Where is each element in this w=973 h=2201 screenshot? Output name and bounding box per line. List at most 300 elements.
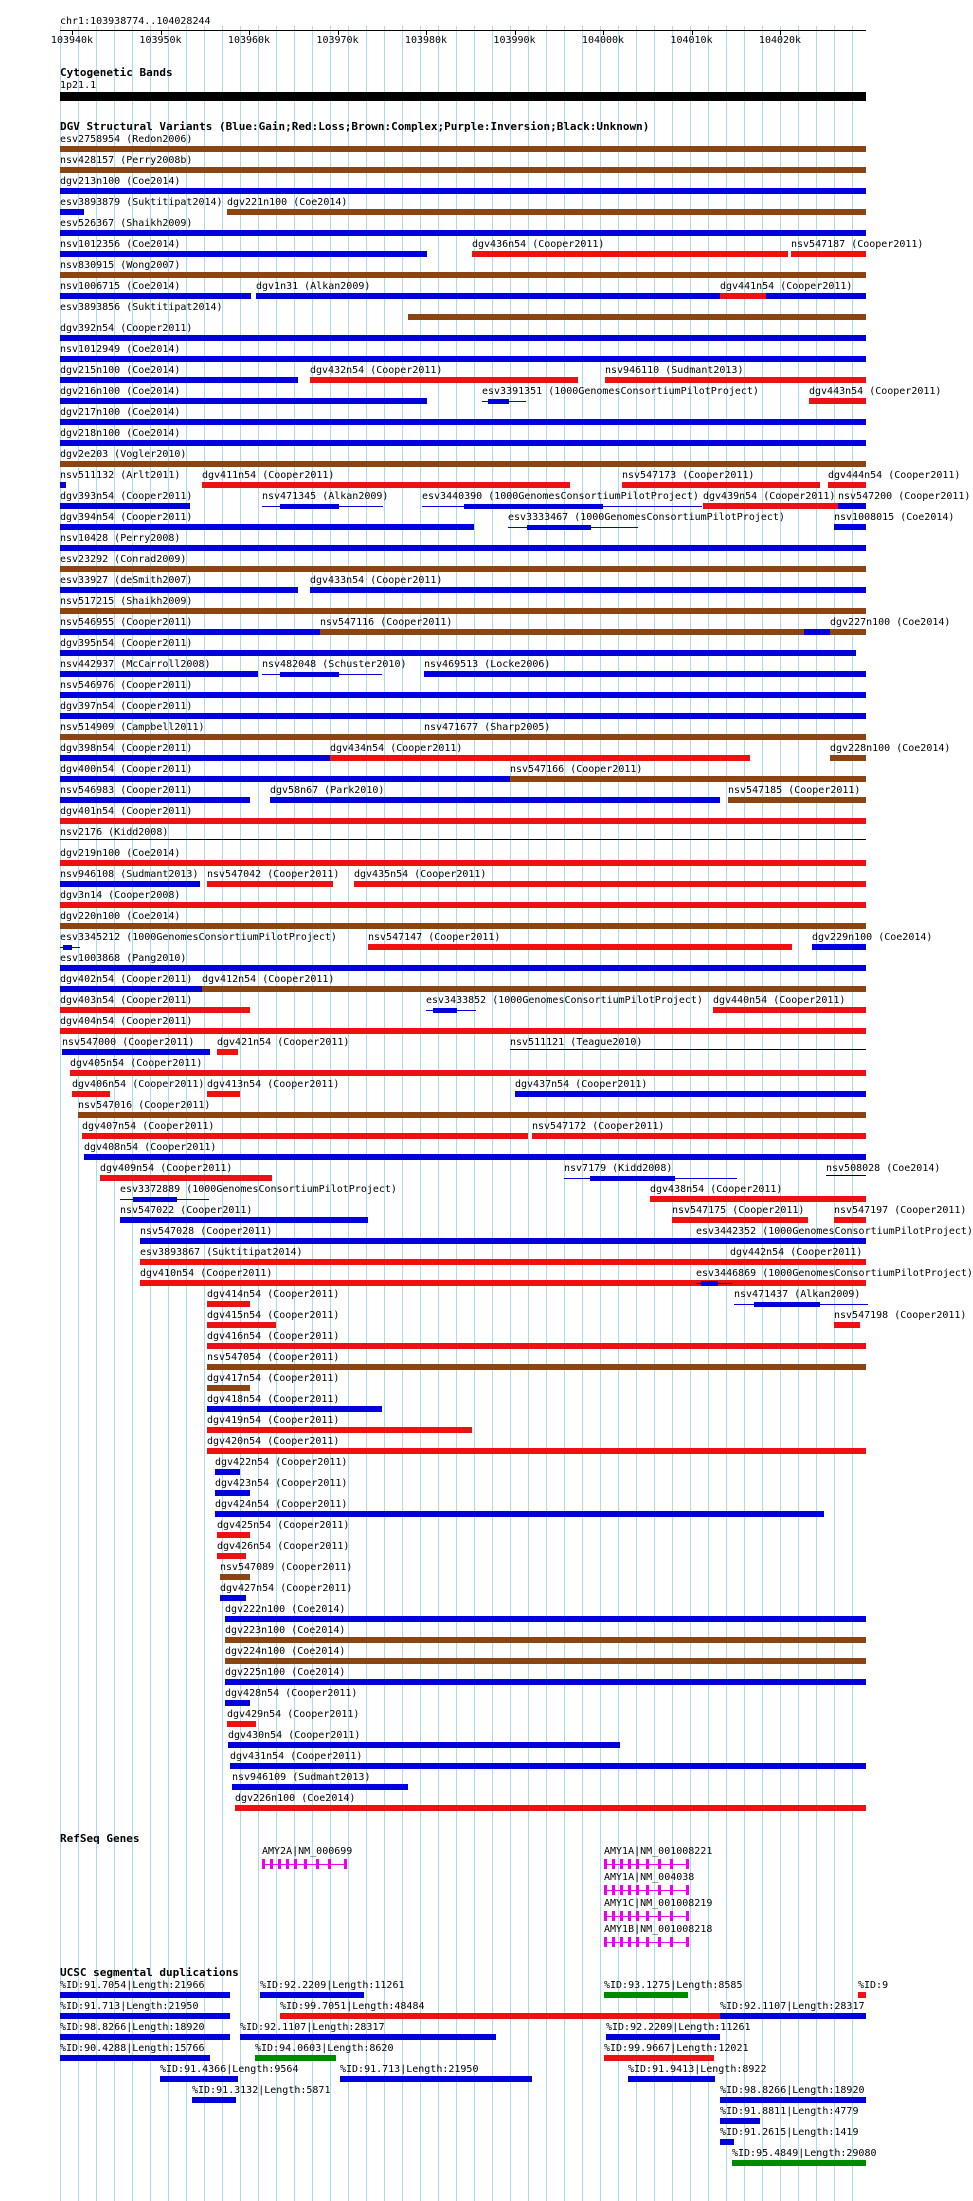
feature-label[interactable]: nsv946109 (Sudmant2013) xyxy=(232,1772,371,1783)
feature-bar[interactable] xyxy=(225,1658,866,1664)
gene-exon[interactable] xyxy=(620,1859,623,1869)
gene-exon[interactable] xyxy=(686,1937,689,1947)
feature-bar[interactable] xyxy=(60,818,866,824)
feature-label[interactable]: esv23292 (Conrad2009) xyxy=(60,554,187,565)
feature-bar[interactable] xyxy=(828,482,866,488)
gene-exon[interactable] xyxy=(612,1859,615,1869)
feature-label[interactable]: dgv424n54 (Cooper2011) xyxy=(215,1499,348,1510)
feature-label[interactable]: dgv226n100 (Coe2014) xyxy=(235,1793,356,1804)
feature-label[interactable]: dgv229n100 (Coe2014) xyxy=(812,932,933,943)
feature-bar[interactable] xyxy=(82,1133,528,1139)
gene-exon[interactable] xyxy=(670,1937,673,1947)
feature-bar[interactable] xyxy=(207,1385,250,1391)
feature-bar[interactable] xyxy=(235,1805,866,1811)
feature-bar[interactable] xyxy=(280,2013,720,2019)
feature-bar[interactable] xyxy=(464,504,603,509)
gene-exon[interactable] xyxy=(604,1911,607,1921)
feature-label[interactable]: nsv547022 (Cooper2011) xyxy=(120,1205,253,1216)
feature-bar[interactable] xyxy=(133,1197,177,1202)
feature-bar[interactable] xyxy=(515,1091,866,1097)
feature-label[interactable]: dgv441n54 (Cooper2011) xyxy=(720,281,853,292)
feature-label[interactable]: nsv514909 (Campbell2011) xyxy=(60,722,205,733)
feature-bar[interactable] xyxy=(408,314,866,320)
feature-bar[interactable] xyxy=(590,1176,676,1181)
feature-label[interactable]: nsv1008015 (Coe2014) xyxy=(834,512,955,523)
gene-label[interactable]: AMY1C|NM_001008219 xyxy=(604,1898,713,1909)
feature-bar[interactable] xyxy=(60,377,298,383)
feature-bar[interactable] xyxy=(215,1469,240,1475)
feature-bar[interactable] xyxy=(217,1049,238,1055)
feature-label[interactable]: dgv404n54 (Cooper2011) xyxy=(60,1016,193,1027)
gene-exon[interactable] xyxy=(686,1859,689,1869)
feature-label[interactable]: %ID:92.1107|Length:28317 xyxy=(720,2001,865,2012)
feature-bar[interactable] xyxy=(812,944,866,950)
feature-label[interactable]: %ID:98.8266|Length:18920 xyxy=(60,2022,205,2033)
feature-bar[interactable] xyxy=(207,1406,382,1412)
feature-label[interactable]: dgv406n54 (Cooper2011) xyxy=(72,1079,205,1090)
feature-bar[interactable] xyxy=(340,2076,532,2082)
feature-label[interactable]: dgv225n100 (Coe2014) xyxy=(225,1667,346,1678)
feature-bar[interactable] xyxy=(227,209,866,215)
feature-bar[interactable] xyxy=(60,587,298,593)
feature-label[interactable]: dgv442n54 (Cooper2011) xyxy=(730,1247,863,1258)
feature-bar[interactable] xyxy=(720,2139,734,2145)
feature-bar[interactable] xyxy=(60,2013,230,2019)
feature-bar[interactable] xyxy=(202,986,866,992)
feature-label[interactable]: nsv1012949 (Coe2014) xyxy=(60,344,181,355)
gene-exon[interactable] xyxy=(620,1885,623,1895)
gene-exon[interactable] xyxy=(262,1859,265,1869)
feature-bar[interactable] xyxy=(202,482,570,488)
feature-label[interactable]: dgv419n54 (Cooper2011) xyxy=(207,1415,340,1426)
feature-label[interactable]: %ID:92.1107|Length:28317 xyxy=(240,2022,385,2033)
feature-label[interactable]: nsv546983 (Cooper2011) xyxy=(60,785,193,796)
feature-label[interactable]: dgv426n54 (Cooper2011) xyxy=(217,1541,350,1552)
feature-bar[interactable] xyxy=(84,1154,866,1160)
feature-bar[interactable] xyxy=(60,839,866,840)
feature-bar[interactable] xyxy=(320,629,804,635)
feature-label[interactable]: dgv221n100 (Coe2014) xyxy=(227,197,348,208)
feature-label[interactable]: dgv397n54 (Cooper2011) xyxy=(60,701,193,712)
feature-bar[interactable] xyxy=(215,1490,250,1496)
feature-label[interactable]: nsv7179 (Kidd2008) xyxy=(564,1163,673,1174)
feature-label[interactable]: nsv547147 (Cooper2011) xyxy=(368,932,501,943)
gene-exon[interactable] xyxy=(646,1937,649,1947)
gene-label[interactable]: AMY1A|NM_004038 xyxy=(604,1872,695,1883)
feature-label[interactable]: nsv547028 (Cooper2011) xyxy=(140,1226,273,1237)
feature-bar[interactable] xyxy=(712,1239,765,1244)
feature-label[interactable]: dgv438n54 (Cooper2011) xyxy=(650,1184,783,1195)
feature-label[interactable]: dgv222n100 (Coe2014) xyxy=(225,1604,346,1615)
feature-bar[interactable] xyxy=(60,440,866,446)
feature-bar[interactable] xyxy=(830,755,866,761)
feature-label[interactable]: %ID:91.713|Length:21950 xyxy=(340,2064,479,2075)
feature-bar[interactable] xyxy=(834,1322,860,1328)
feature-bar[interactable] xyxy=(510,1049,866,1050)
feature-bar[interactable] xyxy=(60,209,84,215)
feature-label[interactable]: %ID:91.7054|Length:21966 xyxy=(60,1980,205,1991)
feature-bar[interactable] xyxy=(628,2076,715,2082)
gene-exon[interactable] xyxy=(646,1911,649,1921)
gene-exon[interactable] xyxy=(686,1885,689,1895)
feature-bar[interactable] xyxy=(225,1637,866,1643)
feature-bar[interactable] xyxy=(354,881,866,887)
feature-label[interactable]: dgv434n54 (Cooper2011) xyxy=(330,743,463,754)
feature-bar[interactable] xyxy=(720,293,766,299)
feature-label[interactable]: esv3893867 (Suktitipat2014) xyxy=(140,1247,303,1258)
feature-bar[interactable] xyxy=(207,1301,250,1307)
feature-bar[interactable] xyxy=(280,504,340,509)
feature-label[interactable]: nsv517215 (Shaikh2009) xyxy=(60,596,193,607)
feature-label[interactable]: dgv428n54 (Cooper2011) xyxy=(225,1688,358,1699)
feature-label[interactable]: dgv3n14 (Cooper2008) xyxy=(60,890,181,901)
feature-bar[interactable] xyxy=(527,525,591,530)
feature-label[interactable]: dgv224n100 (Coe2014) xyxy=(225,1646,346,1657)
gene-exon[interactable] xyxy=(316,1859,319,1869)
gene-exon[interactable] xyxy=(628,1885,631,1895)
feature-bar[interactable] xyxy=(192,2097,236,2103)
feature-label[interactable]: dgv217n100 (Coe2014) xyxy=(60,407,181,418)
feature-label[interactable]: %ID:90.4288|Length:15766 xyxy=(60,2043,205,2054)
feature-label[interactable]: dgv401n54 (Cooper2011) xyxy=(60,806,193,817)
feature-label[interactable]: dgv421n54 (Cooper2011) xyxy=(217,1037,350,1048)
feature-label[interactable]: dgv427n54 (Cooper2011) xyxy=(220,1583,353,1594)
feature-label[interactable]: nsv547089 (Cooper2011) xyxy=(220,1562,353,1573)
feature-label[interactable]: dgv228n100 (Coe2014) xyxy=(830,743,951,754)
gene-exon[interactable] xyxy=(686,1911,689,1921)
gene-exon[interactable] xyxy=(604,1859,607,1869)
feature-bar[interactable] xyxy=(368,944,792,950)
feature-bar[interactable] xyxy=(60,188,866,194)
feature-bar[interactable] xyxy=(60,965,866,971)
feature-label[interactable]: nsv428157 (Perry2008b) xyxy=(60,155,193,166)
feature-label[interactable]: dgv227n100 (Coe2014) xyxy=(830,617,951,628)
feature-label[interactable]: dgv414n54 (Cooper2011) xyxy=(207,1289,340,1300)
feature-label[interactable]: %ID:91.4366|Length:9564 xyxy=(160,2064,299,2075)
feature-label[interactable]: dgv416n54 (Cooper2011) xyxy=(207,1331,340,1342)
feature-bar[interactable] xyxy=(472,251,788,257)
gene-exon[interactable] xyxy=(294,1859,297,1869)
gene-exon[interactable] xyxy=(278,1859,281,1869)
feature-bar[interactable] xyxy=(60,860,866,866)
feature-bar[interactable] xyxy=(310,377,578,383)
gene-exon[interactable] xyxy=(612,1885,615,1895)
feature-label[interactable]: dgv444n54 (Cooper2011) xyxy=(828,470,961,481)
feature-label[interactable]: dgv395n54 (Cooper2011) xyxy=(60,638,193,649)
feature-bar[interactable] xyxy=(606,2034,720,2040)
feature-label[interactable]: %ID:98.8266|Length:18920 xyxy=(720,2085,865,2096)
feature-label[interactable]: nsv830915 (Wong2007) xyxy=(60,260,181,271)
gene-exon[interactable] xyxy=(636,1859,639,1869)
gene-exon[interactable] xyxy=(604,1885,607,1895)
feature-label[interactable]: dgv218n100 (Coe2014) xyxy=(60,428,181,439)
feature-bar[interactable] xyxy=(60,293,251,299)
feature-bar[interactable] xyxy=(60,692,866,698)
feature-bar[interactable] xyxy=(510,776,866,782)
feature-label[interactable]: dgv400n54 (Cooper2011) xyxy=(60,764,193,775)
feature-bar[interactable] xyxy=(720,2097,866,2103)
feature-label[interactable]: dgv423n54 (Cooper2011) xyxy=(215,1478,348,1489)
feature-label[interactable]: dgv433n54 (Cooper2011) xyxy=(310,575,443,586)
gene-exon[interactable] xyxy=(620,1911,623,1921)
feature-bar[interactable] xyxy=(207,1364,866,1370)
feature-bar[interactable] xyxy=(160,2076,238,2082)
feature-bar[interactable] xyxy=(207,881,333,887)
feature-label[interactable]: nsv471345 (Alkan2009) xyxy=(262,491,389,502)
feature-bar[interactable] xyxy=(650,1196,866,1202)
feature-label[interactable]: dgv407n54 (Cooper2011) xyxy=(82,1121,215,1132)
feature-bar[interactable] xyxy=(826,1175,866,1176)
feature-bar[interactable] xyxy=(60,272,866,278)
feature-label[interactable]: esv3442352 (1000GenomesConsortiumPilotProject) xyxy=(696,1226,973,1237)
gene-exon[interactable] xyxy=(646,1885,649,1895)
feature-label[interactable]: esv1003868 (Pang2010) xyxy=(60,953,187,964)
feature-bar[interactable] xyxy=(120,1217,368,1223)
feature-label[interactable]: nsv946108 (Sudmant2013) xyxy=(60,869,199,880)
feature-bar[interactable] xyxy=(60,2055,210,2061)
gene-label[interactable]: AMY1B|NM_001008218 xyxy=(604,1924,713,1935)
feature-label[interactable]: nsv442937 (McCarroll2008) xyxy=(60,659,211,670)
feature-label[interactable]: nsv547185 (Cooper2011) xyxy=(728,785,861,796)
feature-label[interactable]: nsv946110 (Sudmant2013) xyxy=(605,365,744,376)
feature-bar[interactable] xyxy=(60,1007,250,1013)
feature-bar[interactable] xyxy=(220,1595,246,1601)
feature-bar[interactable] xyxy=(488,399,509,404)
feature-label[interactable]: nsv1012356 (Coe2014) xyxy=(60,239,181,250)
feature-bar[interactable] xyxy=(207,1322,276,1328)
feature-label[interactable]: %ID:91.8811|Length:4779 xyxy=(720,2106,859,2117)
feature-label[interactable]: %ID:92.2209|Length:11261 xyxy=(260,1980,405,1991)
feature-label[interactable]: nsv482048 (Schuster2010) xyxy=(262,659,407,670)
feature-label[interactable]: nsv2176 (Kidd2008) xyxy=(60,827,169,838)
feature-label[interactable]: nsv547198 (Cooper2011) xyxy=(834,1310,967,1321)
feature-label[interactable]: dgv408n54 (Cooper2011) xyxy=(84,1142,217,1153)
feature-label[interactable]: %ID:99.9667|Length:12021 xyxy=(604,2043,749,2054)
feature-label[interactable]: dgv220n100 (Coe2014) xyxy=(60,911,181,922)
feature-bar[interactable] xyxy=(227,1721,256,1727)
gene-exon[interactable] xyxy=(344,1859,347,1869)
feature-bar[interactable] xyxy=(622,482,820,488)
feature-bar[interactable] xyxy=(730,1259,820,1265)
feature-label[interactable]: dgv411n54 (Cooper2011) xyxy=(202,470,335,481)
gene-exon[interactable] xyxy=(670,1859,673,1869)
feature-bar[interactable] xyxy=(532,1133,866,1139)
feature-bar[interactable] xyxy=(60,524,474,530)
feature-label[interactable]: dgv213n100 (Coe2014) xyxy=(60,176,181,187)
feature-label[interactable]: dgv219n100 (Coe2014) xyxy=(60,848,181,859)
feature-label[interactable]: dgv429n54 (Cooper2011) xyxy=(227,1709,360,1720)
gene-exon[interactable] xyxy=(628,1859,631,1869)
gene-exon[interactable] xyxy=(658,1859,661,1869)
feature-bar[interactable] xyxy=(215,1511,824,1517)
gene-exon[interactable] xyxy=(636,1937,639,1947)
feature-label[interactable]: dgv394n54 (Cooper2011) xyxy=(60,512,193,523)
feature-label[interactable]: nsv511132 (Arlt2011) xyxy=(60,470,181,481)
feature-bar[interactable] xyxy=(225,1679,866,1685)
feature-label[interactable]: dgv425n54 (Cooper2011) xyxy=(217,1520,350,1531)
feature-bar[interactable] xyxy=(60,671,258,677)
feature-label[interactable]: %ID:91.2615|Length:1419 xyxy=(720,2127,859,2138)
feature-label[interactable]: esv3345212 (1000GenomesConsortiumPilotProject) xyxy=(60,932,337,943)
feature-bar[interactable] xyxy=(270,797,720,803)
feature-bar[interactable] xyxy=(255,2055,336,2061)
feature-label[interactable]: %ID:92.2209|Length:11261 xyxy=(606,2022,751,2033)
feature-label[interactable]: dgv440n54 (Cooper2011) xyxy=(713,995,846,1006)
feature-label[interactable]: %ID:95.4849|Length:29080 xyxy=(732,2148,877,2159)
feature-label[interactable]: nsv471437 (Alkan2009) xyxy=(734,1289,861,1300)
feature-label[interactable]: nsv547166 (Cooper2011) xyxy=(510,764,643,775)
feature-bar[interactable] xyxy=(207,1448,866,1454)
feature-bar[interactable] xyxy=(858,1992,866,1998)
feature-bar[interactable] xyxy=(60,881,200,887)
feature-bar[interactable] xyxy=(256,293,866,299)
feature-label[interactable]: dgv2e203 (Vogler2010) xyxy=(60,449,187,460)
feature-bar[interactable] xyxy=(60,356,866,362)
feature-label[interactable]: esv3446869 (1000GenomesConsortiumPilotProject) xyxy=(696,1268,973,1279)
feature-bar[interactable] xyxy=(732,2160,866,2166)
feature-label[interactable]: esv3372889 (1000GenomesConsortiumPilotProject) xyxy=(120,1184,397,1195)
feature-bar[interactable] xyxy=(240,2034,496,2040)
feature-bar[interactable] xyxy=(60,335,866,341)
feature-bar[interactable] xyxy=(834,1217,866,1223)
feature-bar[interactable] xyxy=(60,1992,230,1998)
feature-bar[interactable] xyxy=(225,1616,866,1622)
feature-label[interactable]: dgv431n54 (Cooper2011) xyxy=(230,1751,363,1762)
feature-label[interactable]: nsv547200 (Cooper2011) xyxy=(838,491,971,502)
feature-bar[interactable] xyxy=(60,503,190,509)
feature-bar[interactable] xyxy=(605,377,866,383)
feature-bar[interactable] xyxy=(220,1574,250,1580)
feature-label[interactable]: nsv547016 (Cooper2011) xyxy=(78,1100,211,1111)
feature-label[interactable]: dgv436n54 (Cooper2011) xyxy=(472,239,605,250)
gene-exon[interactable] xyxy=(612,1911,615,1921)
feature-bar[interactable] xyxy=(60,461,866,467)
feature-bar[interactable] xyxy=(230,1763,866,1769)
feature-bar[interactable] xyxy=(260,1992,364,1998)
gene-exon[interactable] xyxy=(628,1937,631,1947)
feature-label[interactable]: dgv1n31 (Alkan2009) xyxy=(256,281,371,292)
feature-label[interactable]: dgv418n54 (Cooper2011) xyxy=(207,1394,340,1405)
feature-bar[interactable] xyxy=(217,1532,250,1538)
feature-label[interactable]: nsv508028 (Coe2014) xyxy=(826,1163,941,1174)
gene-exon[interactable] xyxy=(286,1859,289,1869)
gene-exon[interactable] xyxy=(328,1859,331,1869)
feature-bar[interactable] xyxy=(701,1281,718,1286)
feature-bar[interactable] xyxy=(791,251,866,257)
feature-bar[interactable] xyxy=(60,482,66,488)
feature-label[interactable]: dgv443n54 (Cooper2011) xyxy=(809,386,942,397)
feature-label[interactable]: nsv547173 (Cooper2011) xyxy=(622,470,755,481)
feature-bar[interactable] xyxy=(228,1742,620,1748)
feature-bar[interactable] xyxy=(754,1302,820,1307)
feature-label[interactable]: nsv547042 (Cooper2011) xyxy=(207,869,340,880)
feature-bar[interactable] xyxy=(60,146,866,152)
feature-label[interactable]: nsv547000 (Cooper2011) xyxy=(62,1037,195,1048)
feature-label[interactable]: esv2758954 (Redon2006) xyxy=(60,134,193,145)
feature-bar[interactable] xyxy=(60,2034,230,2040)
feature-bar[interactable] xyxy=(207,1427,472,1433)
feature-label[interactable]: nsv511121 (Teague2010) xyxy=(510,1037,643,1048)
feature-bar[interactable] xyxy=(78,1112,866,1118)
feature-bar[interactable] xyxy=(63,945,72,950)
feature-bar[interactable] xyxy=(217,1553,246,1559)
feature-label[interactable]: nsv1006715 (Coe2014) xyxy=(60,281,181,292)
feature-label[interactable]: esv526367 (Shaikh2009) xyxy=(60,218,193,229)
feature-bar[interactable] xyxy=(310,587,866,593)
gene-exon[interactable] xyxy=(612,1937,615,1947)
feature-label[interactable]: nsv547187 (Cooper2011) xyxy=(791,239,924,250)
feature-label[interactable]: %ID:91.9413|Length:8922 xyxy=(628,2064,767,2075)
feature-bar[interactable] xyxy=(60,713,866,719)
feature-label[interactable]: esv3893856 (Suktitipat2014) xyxy=(60,302,223,313)
feature-label[interactable]: dgv412n54 (Cooper2011) xyxy=(202,974,335,985)
feature-bar[interactable] xyxy=(60,230,866,236)
gene-label[interactable]: AMY1A|NM_001008221 xyxy=(604,1846,713,1857)
feature-label[interactable]: dgv392n54 (Cooper2011) xyxy=(60,323,193,334)
feature-label[interactable]: nsv469513 (Locke2006) xyxy=(424,659,551,670)
feature-label[interactable]: dgv393n54 (Cooper2011) xyxy=(60,491,193,502)
gene-exon[interactable] xyxy=(636,1911,639,1921)
feature-label[interactable]: %ID:94.0603|Length:8620 xyxy=(255,2043,394,2054)
gene-exon[interactable] xyxy=(670,1911,673,1921)
feature-label[interactable]: %ID:99.7051|Length:48484 xyxy=(280,2001,425,2012)
feature-label[interactable]: %ID:93.1275|Length:8585 xyxy=(604,1980,743,1991)
feature-bar[interactable] xyxy=(100,1175,272,1181)
feature-bar[interactable] xyxy=(720,2013,866,2019)
gene-exon[interactable] xyxy=(658,1911,661,1921)
feature-label[interactable]: nsv471677 (Sharp2005) xyxy=(424,722,551,733)
feature-bar[interactable] xyxy=(60,167,866,173)
feature-bar[interactable] xyxy=(60,251,427,257)
feature-bar[interactable] xyxy=(672,1217,808,1223)
feature-bar[interactable] xyxy=(60,608,866,614)
feature-label[interactable]: dgv432n54 (Cooper2011) xyxy=(310,365,443,376)
feature-label[interactable]: nsv547172 (Cooper2011) xyxy=(532,1121,665,1132)
gene-exon[interactable] xyxy=(628,1911,631,1921)
gene-exon[interactable] xyxy=(604,1937,607,1947)
feature-bar[interactable] xyxy=(424,671,866,677)
feature-bar[interactable] xyxy=(280,672,339,677)
gene-exon[interactable] xyxy=(620,1937,623,1947)
feature-label[interactable]: dgv415n54 (Cooper2011) xyxy=(207,1310,340,1321)
feature-label[interactable]: dgv403n54 (Cooper2011) xyxy=(60,995,193,1006)
feature-bar[interactable] xyxy=(60,398,427,404)
gene-exon[interactable] xyxy=(658,1885,661,1895)
feature-bar[interactable] xyxy=(60,419,866,425)
feature-label[interactable]: dgv422n54 (Cooper2011) xyxy=(215,1457,348,1468)
feature-label[interactable]: dgv402n54 (Cooper2011) xyxy=(60,974,193,985)
feature-label[interactable]: esv3333467 (1000GenomesConsortiumPilotProject) xyxy=(508,512,785,523)
feature-label[interactable]: nsv546955 (Cooper2011) xyxy=(60,617,193,628)
feature-label[interactable]: nsv547054 (Cooper2011) xyxy=(207,1352,340,1363)
feature-bar[interactable] xyxy=(830,629,866,635)
feature-label[interactable]: esv3893879 (Suktitipat2014) xyxy=(60,197,223,208)
feature-bar[interactable] xyxy=(207,1343,866,1349)
feature-label[interactable]: dgv437n54 (Cooper2011) xyxy=(515,1079,648,1090)
feature-label[interactable]: esv3391351 (1000GenomesConsortiumPilotProject) xyxy=(482,386,759,397)
feature-bar[interactable] xyxy=(834,524,866,530)
feature-bar[interactable] xyxy=(330,755,750,761)
feature-label[interactable]: dgv409n54 (Cooper2011) xyxy=(100,1163,233,1174)
feature-bar[interactable] xyxy=(207,1091,240,1097)
gene-label[interactable]: AMY2A|NM_000699 xyxy=(262,1846,353,1857)
feature-bar[interactable] xyxy=(60,797,250,803)
feature-bar[interactable] xyxy=(838,503,866,509)
feature-label[interactable]: esv33927 (deSmith2007) xyxy=(60,575,193,586)
gene-exon[interactable] xyxy=(304,1859,307,1869)
gene-exon[interactable] xyxy=(658,1937,661,1947)
feature-bar[interactable] xyxy=(60,923,866,929)
